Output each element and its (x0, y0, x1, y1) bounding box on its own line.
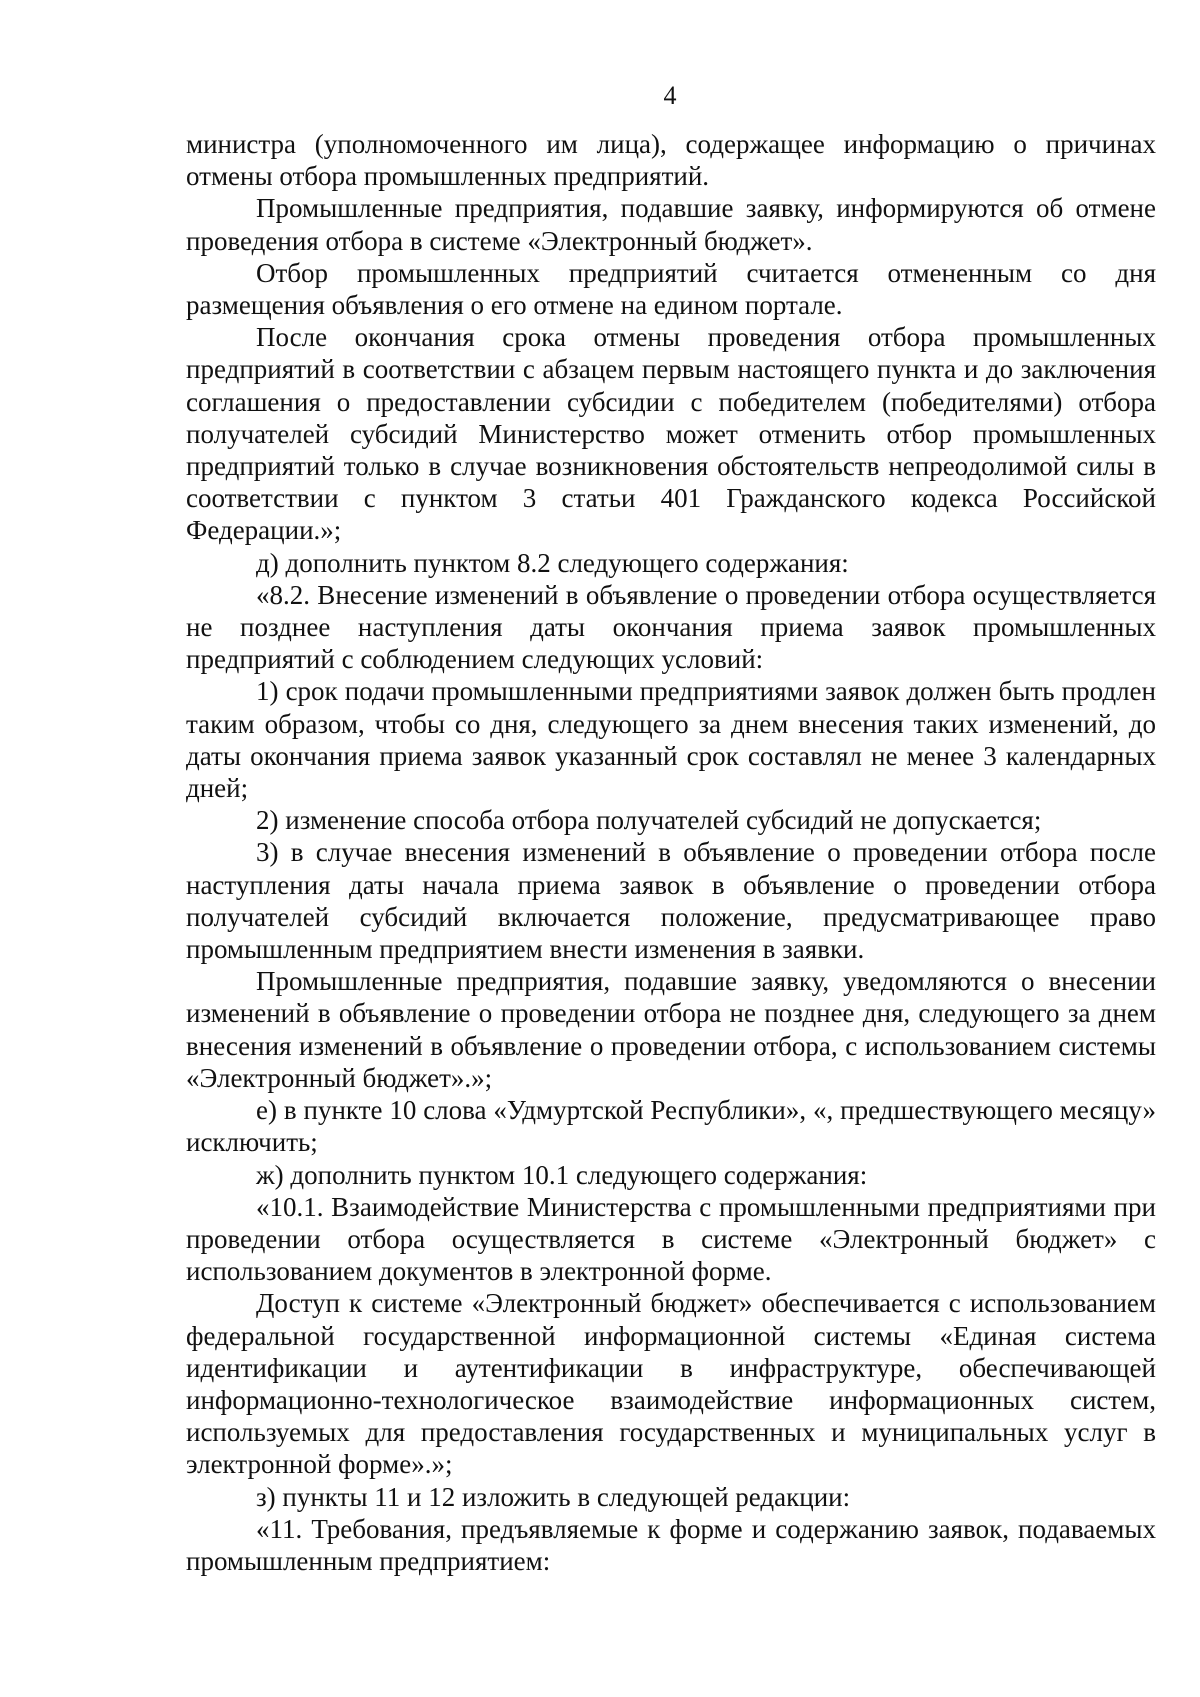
paragraph-1: министра (уполномоченного им лица), содержащее информацию о причинах отмены отбора промышленных предприятий. (186, 129, 1156, 192)
paragraph-8: 2) изменение способа отбора получателей субсидий не допускается; (256, 805, 1042, 836)
paragraph-10: Промышленные предприятия, подавшие заявку, уведомляются о внесении изменений в объявление о проведении отбора не позднее дня, следующего за днем внесения изменений в объявление о проведении отбора, с использованием системы «Электронный бюджет».»; (186, 966, 1156, 1093)
paragraph-12: ж) дополнить пунктом 10.1 следующего содержания: (256, 1159, 868, 1190)
paragraph-5: д) дополнить пунктом 8.2 следующего содержания: (256, 547, 849, 578)
paragraph-7: 1) срок подачи промышленными предприятиями заявок должен быть продлен таким образом, чтобы со дня, следующего за днем внесения таких изменений, до даты окончания приема заявок указанный срок составлял не менее 3 календарных дней; (186, 676, 1156, 804)
paragraph-9: 3) в случае внесения изменений в объявление о проведении отбора после наступления даты начала приема заявок в объявление о проведении отбора получателей субсидий включается положение, предусматривающее право промышленным предприятием внести изменения в заявки. (186, 837, 1156, 965)
paragraph-11: е) в пункте 10 слова «Удмуртской Республики», «, предшествующего месяцу» исключить; (186, 1095, 1156, 1158)
paragraph-4: После окончания срока отмены проведения отбора промышленных предприятий в соответствии с абзацем первым настоящего пункта и до заключения соглашения о предоставлении субсидии с победителем (победителями) отбора получателей субсидий Министерство может отменить отбор промышленных предприятий только в случае возникновения обстоятельств непреодолимой силы в соответствии с пунктом 3 статьи 401 Гражданского кодекса Российской Федерации.»; (186, 322, 1156, 546)
paragraph-15: з) пункты 11 и 12 изложить в следующей редакции: (256, 1481, 851, 1512)
paragraph-14: Доступ к системе «Электронный бюджет» обеспечивается с использованием федеральной государственной информационной системы «Единая система идентификации и аутентификации в инфраструктуре, обеспечивающей информационно-технологическое взаимодействие информационных систем, используемых для предоставления государственных и муниципальных услуг в электронной форме».»; (186, 1288, 1156, 1480)
paragraph-6: «8.2. Внесение изменений в объявление о проведении отбора осуществляется не позднее наступления даты окончания приема заявок промышленных предприятий с соблюдением следующих условий: (186, 579, 1156, 675)
paragraph-13: «10.1. Взаимодействие Министерства с промышленными предприятиями при проведении отбора осуществляется в системе «Электронный бюджет» с использованием документов в электронной форме. (186, 1191, 1156, 1287)
paragraph-3: Отбор промышленных предприятий считается отмененным со дня размещения объявления о его отмене на едином портале. (186, 257, 1156, 321)
paragraph-2: Промышленные предприятия, подавшие заявку, информируются об отмене проведения отбора в системе «Электронный бюджет». (186, 193, 1156, 256)
page-number: 4 (663, 81, 677, 110)
document-body (186, 128, 1156, 1577)
paragraph-16: «11. Требования, предъявляемые к форме и содержанию заявок, подаваемых промышленным предприятием: (186, 1513, 1156, 1576)
